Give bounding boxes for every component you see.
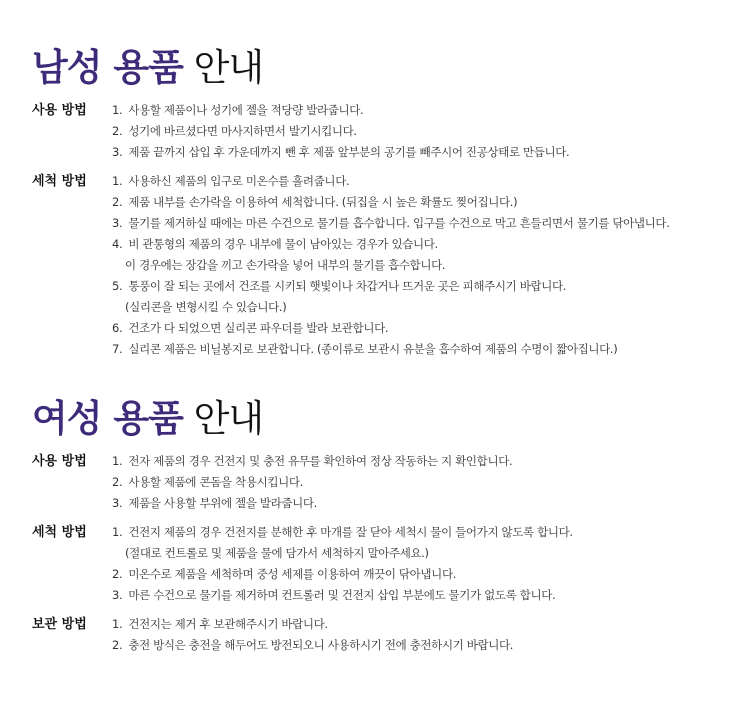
section-title [32,397,750,441]
item-number: 2. [112,638,123,652]
item-continuation: (절대로 컨트롤로 및 제품을 물에 담가서 세척하지 말아주세요.) [125,546,429,560]
instruction-list [112,522,750,606]
section-title-rest: 안내 [193,397,264,440]
item-text: 성기에 바르셨다면 마사지하면서 발기시킵니다. [128,124,357,138]
instruction-list [112,451,750,514]
cleaning-block [32,171,750,360]
item-number: 2. [112,567,123,581]
item-number: 2. [112,124,123,138]
list-item [112,142,750,163]
list-item [112,318,750,339]
section-title-accent: 남성 용품 [32,46,183,89]
block-label: 세척 방법 [32,525,87,540]
block-label: 사용 방법 [32,454,87,469]
item-continuation: 이 경우에는 장갑을 끼고 손가락을 넣어 내부의 물기를 흡수합니다. [125,258,446,272]
item-text: 전자 제품의 경우 건전지 및 충전 유무를 확인하여 정상 작동하는 지 확인합니다. [128,454,513,468]
list-item [112,522,750,564]
item-number: 3. [112,496,123,510]
item-text: 건조가 다 되었으면 실리콘 파우더를 발라 보관합니다. [128,321,389,335]
list-item [112,493,750,514]
item-text: 미온수로 제품을 세척하며 중성 세제를 이용하여 깨끗이 닦아냅니다. [128,567,457,581]
item-text: 건전지 제품의 경우 건전지를 분해한 후 마개를 잘 닫아 세척시 물이 들어가지 않도록 합니다. [128,525,573,539]
item-text: 제품 끝까지 삽입 후 가운데까지 뺀 후 제품 앞부분의 공기를 빼주시어 진공상태로 만듭니다. [128,145,570,159]
list-item [112,171,750,192]
item-number: 4. [112,237,123,251]
storage-block [32,614,750,656]
item-text: 건전지는 제거 후 보관해주시기 바랍니다. [128,617,328,631]
list-item [112,276,750,318]
list-item [112,339,750,360]
item-number: 2. [112,475,123,489]
item-number: 1. [112,525,123,539]
item-text: 사용하신 제품의 입구로 미온수를 흘려줍니다. [128,174,350,188]
section-title [32,46,750,90]
item-number: 5. [112,279,123,293]
item-text: 실리콘 제품은 비닐봉지로 보관합니다. (종이류로 보관시 유분을 흡수하여 제품의 수명이 짧아집니다.) [128,342,618,356]
item-text: 제품을 사용할 부위에 젤을 발라줍니다. [128,496,317,510]
item-text: 마른 수건으로 물기를 제거하며 컨트롤러 및 건전지 삽입 부분에도 물기가 없도록 합니다. [128,588,556,602]
item-text: 충전 방식은 충전을 해두어도 방전되오니 사용하시기 전에 충전하시기 바랍니다. [128,638,514,652]
item-continuation: (실리콘을 변형시킬 수 있습니다.) [125,300,287,314]
cleaning-block [32,522,750,606]
usage-block [32,100,750,163]
item-number: 1. [112,617,123,631]
instruction-list [112,171,750,360]
list-item [112,635,750,656]
list-item [112,564,750,585]
item-number: 7. [112,342,123,356]
item-number: 3. [112,145,123,159]
item-text: 비 관통형의 제품의 경우 내부에 물이 남아있는 경우가 있습니다. [128,237,438,251]
list-item [112,121,750,142]
section-title-rest: 안내 [193,46,264,89]
instruction-list [112,614,750,656]
block-label: 세척 방법 [32,174,87,189]
item-number: 1. [112,103,123,117]
item-number: 1. [112,174,123,188]
list-item [112,192,750,213]
block-label: 사용 방법 [32,103,87,118]
male-products-section [32,46,750,368]
item-text: 사용할 제품이나 성기에 젤을 적당량 발라줍니다. [128,103,364,117]
item-number: 3. [112,216,123,230]
item-text: 물기를 제거하실 때에는 마른 수건으로 물기를 흡수합니다. 입구를 수건으로 막고 흔들리면서 물기를 닦아냅니다. [128,216,670,230]
female-products-section [32,397,750,664]
list-item [112,100,750,121]
item-text: 제품 내부를 손가락을 이용하여 세척합니다. (뒤집을 시 높은 확률도 찢어집니다.) [128,195,518,209]
item-text: 통풍이 잘 되는 곳에서 건조를 시키되 햇빛이나 차갑거나 뜨거운 곳은 피해주시기 바랍니다. [128,279,567,293]
item-number: 3. [112,588,123,602]
list-item [112,472,750,493]
item-number: 6. [112,321,123,335]
section-title-accent: 여성 용품 [32,397,183,440]
item-text: 사용할 제품에 콘돔을 착용시킵니다. [128,475,303,489]
block-label: 보관 방법 [32,617,87,632]
instruction-list [112,100,750,163]
list-item [112,234,750,276]
item-number: 1. [112,454,123,468]
list-item [112,585,750,606]
usage-block [32,451,750,514]
list-item [112,213,750,234]
list-item [112,451,750,472]
list-item [112,614,750,635]
item-number: 2. [112,195,123,209]
